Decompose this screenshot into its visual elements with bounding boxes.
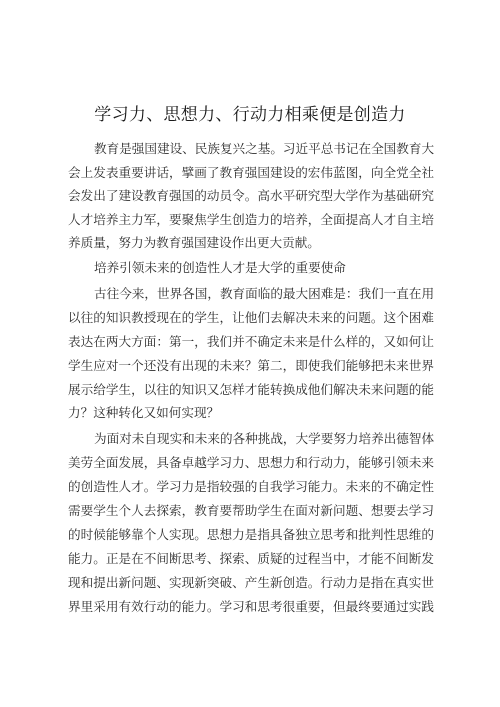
text-line: 会上发表重要讲话，擘画了教育强国建设的宏伟蓝图，向全党全社 <box>68 165 434 180</box>
text-line: 为面对未自现实和未来的各种挑战，大学要努力培养出德智体 <box>94 431 435 446</box>
text-line: 教育是强国建设、民族复兴之基。习近平总书记在全国教育大 <box>94 141 435 156</box>
text-line: 古往今来，世界各国，教育面临的最大困难是：我们一直在用 <box>94 286 435 301</box>
text-line: 表达在两大方面：第一，我们并不确定未来是什么样的，又如何让 <box>68 334 434 349</box>
text-line: 的创造性人才。学习力是指较强的自我学习能力。未来的不确定性 <box>68 479 434 494</box>
text-line: 以往的知识教授现在的学生，让他们去解决未来的问题。这个困难 <box>68 310 434 325</box>
text-line: 现和提出新问题、实现新突破、产生新创造。行动力是指在真实世 <box>68 575 434 590</box>
section-heading: 培养引领未来的创造性人才是大学的重要使命 <box>94 260 346 275</box>
text-line: 的时候能够靠个人实现。思想力是指具备独立思考和批判性思维的 <box>68 527 434 542</box>
text-line: 人才培养主力军，要聚焦学生创造力的培养，全面提高人才自主培 <box>68 212 434 227</box>
text-line: 能力。正是在不间断思考、探索、质疑的过程当中，才能不间断发 <box>68 551 434 566</box>
text-line: 会发出了建设教育强国的动员令。高水平研究型大学作为基础研究 <box>68 188 434 203</box>
text-line: 养质量，努力为教育强国建设作出更大贡献。 <box>68 235 320 250</box>
text-line: 力？这种转化又如何实现？ <box>68 405 220 420</box>
text-line: 展示给学生，以往的知识又怎样才能转换成他们解决未来问题的能 <box>68 382 434 397</box>
text-line: 美劳全面发展，具备卓越学习力、思想力和行动力，能够引领未来 <box>68 455 434 470</box>
document-title: 学习力、思想力、行动力相乘便是创造力 <box>94 105 406 125</box>
text-line: 学生应对一个还没有出现的未来？第二，即使我们能够把未来世界 <box>68 358 434 373</box>
text-line: 需要学生个人去探索，教育要帮助学生在面对新问题、想要去学习 <box>68 503 434 518</box>
text-line: 界里采用有效行动的能力。学习和思考很重要，但最终要通过实践 <box>68 599 434 614</box>
